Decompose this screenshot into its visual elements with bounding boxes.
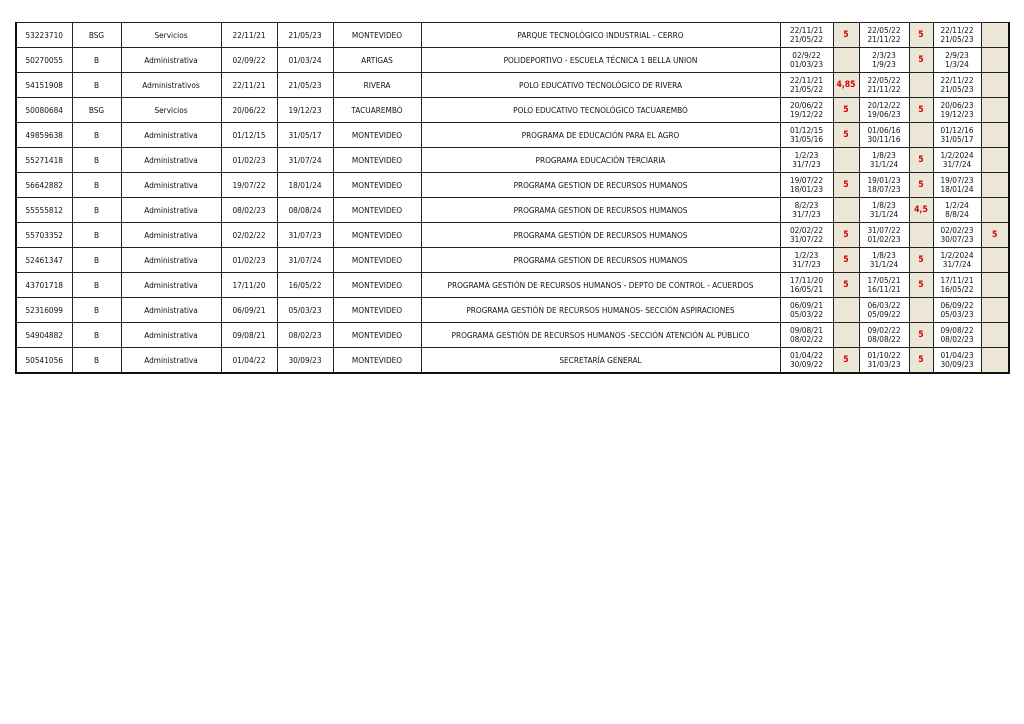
period-3-to: 18/01/24 xyxy=(940,185,974,194)
start-date-cell: 19/07/22 xyxy=(221,173,277,198)
period-3-to: 05/03/23 xyxy=(940,310,974,319)
score-2-cell xyxy=(909,298,933,323)
period-3-cell xyxy=(933,148,981,173)
period-2-from: 22/05/22 xyxy=(867,75,901,85)
period-1-from: 09/08/21 xyxy=(789,325,824,335)
period-3-to: 08/02/23 xyxy=(940,335,974,344)
end-date-cell: 18/01/24 xyxy=(277,173,333,198)
start-date-cell: 01/12/15 xyxy=(221,123,277,148)
unit-cell: PROGRAMA GESTIÓN DE RECURSOS HUMANOS- SECCIÓN ASPIRACIONES xyxy=(421,298,780,323)
employee-id-cell: 56642882 xyxy=(16,173,72,198)
unit-cell: PROGRAMA GESTION DE RECURSOS HUMANOS xyxy=(421,248,780,273)
period-1-to: 01/03/23 xyxy=(789,60,824,69)
role-type-cell: Administrativa xyxy=(121,348,221,374)
end-date-cell: 08/08/24 xyxy=(277,198,333,223)
end-date-cell: 31/05/17 xyxy=(277,123,333,148)
employee-id-cell: 55555812 xyxy=(16,198,72,223)
period-3-from: 1/2/24 xyxy=(945,200,969,210)
score-1-cell xyxy=(833,148,859,173)
period-1-from: 22/11/21 xyxy=(789,25,824,35)
period-1-from: 02/9/22 xyxy=(792,50,821,60)
table-row xyxy=(16,348,1009,374)
role-type-cell: Administrativa xyxy=(121,248,221,273)
employee-id-cell: 52461347 xyxy=(16,248,72,273)
grade-cell: B xyxy=(72,273,121,298)
table-row xyxy=(16,148,1009,173)
period-3-from: 02/02/23 xyxy=(940,225,974,235)
period-3-to: 31/7/24 xyxy=(942,160,972,169)
end-date-cell: 31/07/24 xyxy=(277,148,333,173)
grade-cell: B xyxy=(72,223,121,248)
score-2-cell: 5 xyxy=(909,148,933,173)
period-2-cell xyxy=(859,98,909,123)
score-2-cell: 5 xyxy=(909,273,933,298)
period-2-cell xyxy=(859,48,909,73)
period-3-to: 16/05/22 xyxy=(940,285,974,294)
period-2-to: 31/1/24 xyxy=(869,260,899,269)
period-3-to: 19/12/23 xyxy=(940,110,974,119)
period-1-from: 01/04/22 xyxy=(789,350,824,360)
period-1-to: 08/02/22 xyxy=(789,335,824,344)
period-3-to: 21/05/23 xyxy=(940,85,974,94)
period-1-to: 31/07/22 xyxy=(789,235,824,244)
score-1-cell: 5 xyxy=(833,173,859,198)
period-1-to: 21/05/22 xyxy=(789,35,824,44)
start-date-cell: 01/02/23 xyxy=(221,248,277,273)
period-2-cell xyxy=(859,348,909,374)
role-type-cell: Servicios xyxy=(121,98,221,123)
employee-id-cell: 55703352 xyxy=(16,223,72,248)
score-3-cell xyxy=(981,173,1009,198)
period-2-from: 22/05/22 xyxy=(867,25,901,35)
period-1-from: 17/11/20 xyxy=(789,275,824,285)
start-date-cell: 01/02/23 xyxy=(221,148,277,173)
period-1-from: 06/09/21 xyxy=(789,300,824,310)
period-2-to: 31/1/24 xyxy=(869,160,899,169)
period-1-from: 20/06/22 xyxy=(789,100,824,110)
period-3-cell xyxy=(933,98,981,123)
period-3-from: 01/04/23 xyxy=(940,350,974,360)
period-3-cell xyxy=(933,323,981,348)
score-1-cell: 5 xyxy=(833,223,859,248)
score-1-cell: 5 xyxy=(833,273,859,298)
start-date-cell: 09/08/21 xyxy=(221,323,277,348)
period-3-from: 2/9/23 xyxy=(945,50,969,60)
evaluation-sheet xyxy=(15,22,1010,374)
period-2-cell xyxy=(859,323,909,348)
score-1-cell xyxy=(833,198,859,223)
period-1-to: 18/01/23 xyxy=(789,185,824,194)
role-type-cell: Administrativa xyxy=(121,273,221,298)
role-type-cell: Administrativa xyxy=(121,173,221,198)
table-row xyxy=(16,248,1009,273)
unit-cell: PROGRAMA GESTIÓN DE RECURSOS HUMANOS - DEPTO DE CONTROL - ACUERDOS xyxy=(421,273,780,298)
role-type-cell: Administrativa xyxy=(121,298,221,323)
role-type-cell: Servicios xyxy=(121,23,221,48)
table-row xyxy=(16,273,1009,298)
employee-id-cell: 43701718 xyxy=(16,273,72,298)
grade-cell: B xyxy=(72,123,121,148)
role-type-cell: Administrativa xyxy=(121,48,221,73)
period-1-from: 1/2/23 xyxy=(794,250,819,260)
period-3-cell xyxy=(933,123,981,148)
score-1-cell: 5 xyxy=(833,123,859,148)
period-3-to: 31/7/24 xyxy=(942,260,972,269)
period-3-cell xyxy=(933,173,981,198)
department-cell: MONTEVIDEO xyxy=(333,198,421,223)
period-2-to: 21/11/22 xyxy=(867,35,901,44)
end-date-cell: 21/05/23 xyxy=(277,23,333,48)
period-3-from: 17/11/21 xyxy=(940,275,974,285)
department-cell: RIVERA xyxy=(333,73,421,98)
period-2-from: 01/10/22 xyxy=(867,350,901,360)
period-1-to: 31/7/23 xyxy=(792,260,821,269)
period-2-from: 1/8/23 xyxy=(872,250,896,260)
end-date-cell: 16/05/22 xyxy=(277,273,333,298)
period-1-cell xyxy=(780,148,833,173)
unit-cell: SECRETARÍA GENERAL xyxy=(421,348,780,374)
period-3-from: 1/2/2024 xyxy=(940,150,974,160)
period-2-cell xyxy=(859,73,909,98)
period-2-cell xyxy=(859,198,909,223)
end-date-cell: 08/02/23 xyxy=(277,323,333,348)
period-3-cell xyxy=(933,273,981,298)
start-date-cell: 22/11/21 xyxy=(221,23,277,48)
score-1-cell: 5 xyxy=(833,348,859,374)
unit-cell: PROGRAMA GESTION DE RECURSOS HUMANOS xyxy=(421,198,780,223)
period-2-cell xyxy=(859,173,909,198)
unit-cell: POLO EDUCATIVO TECNOLÓGICO DE RIVERA xyxy=(421,73,780,98)
period-2-from: 09/02/22 xyxy=(867,325,901,335)
department-cell: MONTEVIDEO xyxy=(333,298,421,323)
period-2-to: 31/1/24 xyxy=(869,210,899,219)
period-1-cell xyxy=(780,98,833,123)
table-row xyxy=(16,323,1009,348)
table-row xyxy=(16,73,1009,98)
period-2-to: 05/09/22 xyxy=(867,310,901,319)
score-2-cell: 5 xyxy=(909,248,933,273)
period-1-to: 05/03/22 xyxy=(789,310,824,319)
period-2-to: 18/07/23 xyxy=(867,185,901,194)
period-3-cell xyxy=(933,298,981,323)
period-2-from: 2/3/23 xyxy=(872,50,896,60)
period-2-cell xyxy=(859,123,909,148)
start-date-cell: 02/02/22 xyxy=(221,223,277,248)
period-3-to: 21/05/23 xyxy=(940,35,974,44)
score-3-cell xyxy=(981,323,1009,348)
unit-cell: PROGRAMA GESTIÓN DE RECURSOS HUMANOS xyxy=(421,223,780,248)
department-cell: TACUAREMBÓ xyxy=(333,98,421,123)
role-type-cell: Administrativa xyxy=(121,323,221,348)
table-row xyxy=(16,48,1009,73)
period-3-from: 09/08/22 xyxy=(940,325,974,335)
period-1-to: 19/12/22 xyxy=(789,110,824,119)
table-row xyxy=(16,298,1009,323)
period-1-cell xyxy=(780,23,833,48)
period-2-cell xyxy=(859,273,909,298)
period-3-from: 06/09/22 xyxy=(940,300,974,310)
unit-cell: PROGRAMA DE EDUCACIÓN PARA EL AGRO xyxy=(421,123,780,148)
period-3-from: 20/06/23 xyxy=(940,100,974,110)
score-3-cell xyxy=(981,273,1009,298)
score-2-cell: 5 xyxy=(909,348,933,374)
score-1-cell: 5 xyxy=(833,98,859,123)
period-1-from: 1/2/23 xyxy=(794,150,819,160)
role-type-cell: Administrativa xyxy=(121,148,221,173)
period-1-cell xyxy=(780,348,833,374)
department-cell: MONTEVIDEO xyxy=(333,348,421,374)
period-1-to: 21/05/22 xyxy=(789,85,824,94)
period-3-cell xyxy=(933,23,981,48)
period-3-cell xyxy=(933,73,981,98)
score-3-cell xyxy=(981,348,1009,374)
end-date-cell: 01/03/24 xyxy=(277,48,333,73)
period-2-to: 19/06/23 xyxy=(867,110,901,119)
period-1-cell xyxy=(780,48,833,73)
role-type-cell: Administrativos xyxy=(121,73,221,98)
role-type-cell: Administrativa xyxy=(121,223,221,248)
period-1-cell xyxy=(780,73,833,98)
score-2-cell: 5 xyxy=(909,323,933,348)
department-cell: MONTEVIDEO xyxy=(333,173,421,198)
start-date-cell: 01/04/22 xyxy=(221,348,277,374)
employee-id-cell: 54151908 xyxy=(16,73,72,98)
start-date-cell: 22/11/21 xyxy=(221,73,277,98)
department-cell: MONTEVIDEO xyxy=(333,23,421,48)
department-cell: ARTIGAS xyxy=(333,48,421,73)
period-2-cell xyxy=(859,248,909,273)
grade-cell: B xyxy=(72,148,121,173)
period-2-from: 1/8/23 xyxy=(872,200,896,210)
score-2-cell: 5 xyxy=(909,48,933,73)
score-1-cell xyxy=(833,48,859,73)
period-1-from: 8/2/23 xyxy=(794,200,819,210)
period-2-to: 1/9/23 xyxy=(872,60,896,69)
role-type-cell: Administrativa xyxy=(121,198,221,223)
grade-cell: B xyxy=(72,298,121,323)
period-3-from: 22/11/22 xyxy=(940,75,974,85)
score-1-cell: 5 xyxy=(833,248,859,273)
score-1-cell: 5 xyxy=(833,23,859,48)
period-3-cell xyxy=(933,198,981,223)
role-type-cell: Administrativa xyxy=(121,123,221,148)
period-1-from: 01/12/15 xyxy=(789,125,824,135)
evaluation-table xyxy=(15,22,1010,374)
period-1-cell xyxy=(780,298,833,323)
employee-id-cell: 53223710 xyxy=(16,23,72,48)
table-row xyxy=(16,98,1009,123)
period-2-cell xyxy=(859,298,909,323)
score-3-cell: 5 xyxy=(981,223,1009,248)
end-date-cell: 31/07/24 xyxy=(277,248,333,273)
department-cell: MONTEVIDEO xyxy=(333,248,421,273)
period-2-to: 08/08/22 xyxy=(867,335,901,344)
period-3-from: 22/11/22 xyxy=(940,25,974,35)
period-1-from: 22/11/21 xyxy=(789,75,824,85)
table-row xyxy=(16,23,1009,48)
period-1-cell xyxy=(780,323,833,348)
period-1-cell xyxy=(780,123,833,148)
employee-id-cell: 50541056 xyxy=(16,348,72,374)
period-1-cell xyxy=(780,248,833,273)
start-date-cell: 02/09/22 xyxy=(221,48,277,73)
period-3-from: 01/12/16 xyxy=(940,125,974,135)
department-cell: MONTEVIDEO xyxy=(333,223,421,248)
period-1-to: 16/05/21 xyxy=(789,285,824,294)
score-2-cell xyxy=(909,223,933,248)
end-date-cell: 31/07/23 xyxy=(277,223,333,248)
period-2-cell xyxy=(859,148,909,173)
table-row xyxy=(16,123,1009,148)
period-2-from: 1/8/23 xyxy=(872,150,896,160)
score-2-cell: 5 xyxy=(909,98,933,123)
period-1-from: 19/07/22 xyxy=(789,175,824,185)
score-1-cell xyxy=(833,298,859,323)
period-2-from: 17/05/21 xyxy=(867,275,901,285)
department-cell: MONTEVIDEO xyxy=(333,323,421,348)
score-1-cell: 4,85 xyxy=(833,73,859,98)
period-2-from: 20/12/22 xyxy=(867,100,901,110)
period-3-from: 19/07/23 xyxy=(940,175,974,185)
score-3-cell xyxy=(981,248,1009,273)
score-2-cell: 5 xyxy=(909,173,933,198)
period-3-cell xyxy=(933,248,981,273)
unit-cell: PROGRAMA GESTION DE RECURSOS HUMANOS xyxy=(421,173,780,198)
score-3-cell xyxy=(981,48,1009,73)
period-1-to: 31/7/23 xyxy=(792,210,821,219)
table-row xyxy=(16,173,1009,198)
employee-id-cell: 50080684 xyxy=(16,98,72,123)
period-2-to: 30/11/16 xyxy=(867,135,901,144)
grade-cell: B xyxy=(72,173,121,198)
grade-cell: B xyxy=(72,198,121,223)
grade-cell: B xyxy=(72,348,121,374)
period-3-cell xyxy=(933,48,981,73)
period-1-from: 02/02/22 xyxy=(789,225,824,235)
score-1-cell xyxy=(833,323,859,348)
department-cell: MONTEVIDEO xyxy=(333,273,421,298)
period-1-to: 30/09/22 xyxy=(789,360,824,369)
end-date-cell: 05/03/23 xyxy=(277,298,333,323)
period-1-cell xyxy=(780,223,833,248)
period-2-cell xyxy=(859,223,909,248)
period-3-to: 8/8/24 xyxy=(945,210,969,219)
employee-id-cell: 54904882 xyxy=(16,323,72,348)
end-date-cell: 21/05/23 xyxy=(277,73,333,98)
period-1-to: 31/7/23 xyxy=(792,160,821,169)
score-3-cell xyxy=(981,23,1009,48)
department-cell: MONTEVIDEO xyxy=(333,123,421,148)
unit-cell: POLO EDUCATIVO TECNOLÓGICO TACUAREMBÓ xyxy=(421,98,780,123)
grade-cell: B xyxy=(72,48,121,73)
period-2-to: 01/02/23 xyxy=(867,235,901,244)
start-date-cell: 20/06/22 xyxy=(221,98,277,123)
period-2-to: 21/11/22 xyxy=(867,85,901,94)
period-3-cell xyxy=(933,223,981,248)
period-2-cell xyxy=(859,23,909,48)
period-2-to: 16/11/21 xyxy=(867,285,901,294)
score-3-cell xyxy=(981,198,1009,223)
grade-cell: BSG xyxy=(72,98,121,123)
end-date-cell: 19/12/23 xyxy=(277,98,333,123)
employee-id-cell: 50270055 xyxy=(16,48,72,73)
grade-cell: BSG xyxy=(72,23,121,48)
period-1-cell xyxy=(780,198,833,223)
table-body xyxy=(16,23,1009,374)
period-3-to: 1/3/24 xyxy=(945,60,969,69)
employee-id-cell: 49859638 xyxy=(16,123,72,148)
score-3-cell xyxy=(981,73,1009,98)
employee-id-cell: 55271418 xyxy=(16,148,72,173)
grade-cell: B xyxy=(72,323,121,348)
employee-id-cell: 52316099 xyxy=(16,298,72,323)
score-2-cell: 5 xyxy=(909,23,933,48)
period-1-to: 31/05/16 xyxy=(789,135,824,144)
period-2-from: 01/06/16 xyxy=(867,125,901,135)
start-date-cell: 08/02/23 xyxy=(221,198,277,223)
period-3-to: 31/05/17 xyxy=(940,135,974,144)
score-3-cell xyxy=(981,148,1009,173)
unit-cell: PROGRAMA GESTIÓN DE RECURSOS HUMANOS -SECCIÓN ATENCIÓN AL PÚBLICO xyxy=(421,323,780,348)
score-3-cell xyxy=(981,98,1009,123)
period-2-from: 19/01/23 xyxy=(867,175,901,185)
score-2-cell xyxy=(909,73,933,98)
unit-cell: PROGRAMA EDUCACIÓN TERCIARIA xyxy=(421,148,780,173)
grade-cell: B xyxy=(72,73,121,98)
period-2-to: 31/03/23 xyxy=(867,360,901,369)
grade-cell: B xyxy=(72,248,121,273)
table-row xyxy=(16,223,1009,248)
table-row xyxy=(16,198,1009,223)
period-2-from: 31/07/22 xyxy=(867,225,901,235)
score-3-cell xyxy=(981,298,1009,323)
score-2-cell xyxy=(909,123,933,148)
unit-cell: PARQUE TECNOLÓGICO INDUSTRIAL - CERRO xyxy=(421,23,780,48)
score-2-cell: 4,5 xyxy=(909,198,933,223)
period-3-to: 30/09/23 xyxy=(940,360,974,369)
end-date-cell: 30/09/23 xyxy=(277,348,333,374)
period-2-from: 06/03/22 xyxy=(867,300,901,310)
start-date-cell: 06/09/21 xyxy=(221,298,277,323)
unit-cell: POLIDEPORTIVO - ESCUELA TÉCNICA 1 BELLA UNION xyxy=(421,48,780,73)
start-date-cell: 17/11/20 xyxy=(221,273,277,298)
period-1-cell xyxy=(780,173,833,198)
department-cell: MONTEVIDEO xyxy=(333,148,421,173)
score-3-cell xyxy=(981,123,1009,148)
period-3-from: 1/2/2024 xyxy=(940,250,974,260)
period-3-cell xyxy=(933,348,981,374)
period-1-cell xyxy=(780,273,833,298)
period-3-to: 30/07/23 xyxy=(940,235,974,244)
